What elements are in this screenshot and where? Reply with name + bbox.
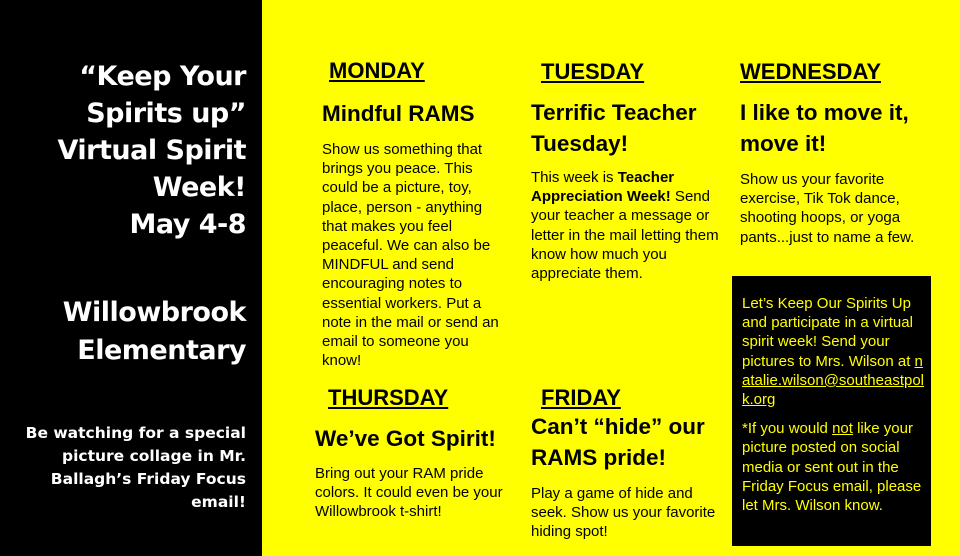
title-line: Week! [152, 172, 246, 203]
info-box-note [742, 419, 925, 515]
sidebar [0, 0, 262, 556]
title-line: “Keep Your [79, 61, 246, 92]
info-box-note-pre: *If you would [742, 420, 833, 438]
friday-description: Play a game of hide and seek. Show us your favorite hiding spot! [531, 485, 716, 541]
friday-theme: Can’t “hide” our RAMS pride! [531, 414, 705, 470]
thursday-column [315, 385, 510, 522]
tuesday-heading: TUESDAY [541, 59, 645, 84]
collage-note: Be watching for a special picture collage in Mr. Ballagh’s Friday Focus email! [25, 424, 246, 511]
title-line: May 4-8 [129, 209, 246, 240]
wednesday-description: Show us your favorite exercise, Tik Tok dance, shooting hoops, or yoga pants...just to name a few. [740, 171, 915, 246]
info-box-note-post: like your picture posted on social media or sent out in the Friday Focus email, please let Mrs. Wilson know. [742, 420, 922, 515]
title-line: Spirits up” [86, 98, 246, 129]
title-line: Virtual Spirit [57, 135, 246, 166]
friday-column [531, 385, 721, 542]
monday-description: Show us something that brings you peace. This could be a picture, toy, place, person - anything that makes you feel peaceful. We can also be MINDFUL and send encouraging notes to essential workers. Put a note in the mail or send an email to someone you know! [322, 141, 499, 370]
spirit-week-title [6, 58, 246, 243]
tuesday-theme: Terrific Teacher Tuesday! [531, 100, 697, 156]
monday-theme: Mindful RAMS [322, 101, 475, 126]
info-box-message [742, 294, 925, 409]
thursday-description: Bring out your RAM pride colors. It could even be your Willowbrook t-shirt! [315, 465, 503, 521]
school-line: Willowbrook [62, 297, 246, 328]
wednesday-theme: I like to move it, move it! [740, 100, 909, 156]
info-box-text: Let’s Keep Our Spirits Up and participate in a virtual spirit week! Send your pictures to Mrs. Wilson at [742, 295, 915, 370]
friday-heading: FRIDAY [541, 385, 621, 410]
email-link[interactable]: natalie.wilson@southeastpolk.org [742, 352, 924, 409]
tuesday-description [531, 168, 721, 283]
tuesday-column [531, 59, 721, 283]
thursday-heading: THURSDAY [328, 385, 449, 410]
thursday-theme: We’ve Got Spirit! [315, 426, 496, 451]
school-name [6, 294, 246, 370]
tuesday-desc-post: Send your teacher a message or letter in the mail letting them know how much you appreciate them. [531, 188, 719, 283]
tuesday-desc-bold: Teacher Appreciation Week! [531, 169, 675, 206]
monday-column [322, 58, 507, 370]
monday-heading: MONDAY [329, 58, 425, 83]
wednesday-column [740, 59, 930, 247]
wednesday-heading: WEDNESDAY [740, 59, 881, 84]
school-line: Elementary [77, 335, 246, 366]
tuesday-desc-pre: This week is [531, 169, 618, 186]
info-box-note-underlined: not [832, 420, 853, 438]
info-box [732, 276, 931, 546]
